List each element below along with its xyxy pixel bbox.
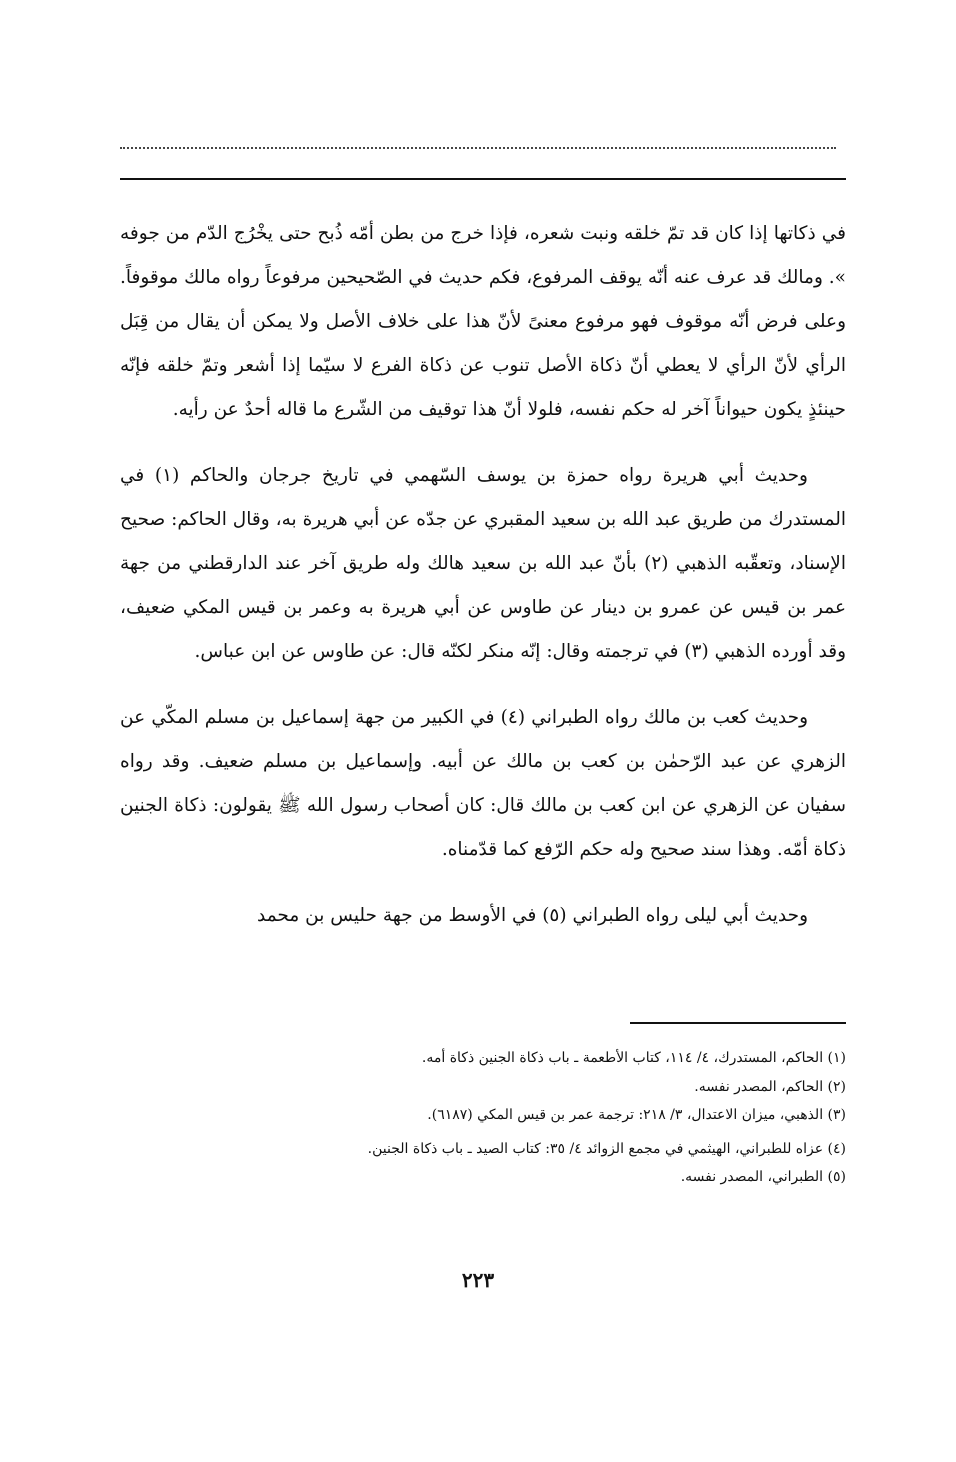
footnote-4: (٤) عزاه للطبراني، الهيثمي في مجمع الزوائد ٤/ ٣٥: كتاب الصيد ـ باب ذكاة الجنين. <box>367 1140 846 1157</box>
dotted-separator <box>120 147 836 149</box>
footnote-separator <box>630 1022 846 1024</box>
footnote-2: (٢) الحاكم، المصدر نفسه. <box>694 1078 846 1095</box>
page-number: ٢٢٣ <box>461 1268 495 1292</box>
footnote-5: (٥) الطبراني، المصدر نفسه. <box>680 1169 846 1185</box>
footnote-1: (١) الحاكم، المستدرك، ٤/ ١١٤، كتاب الأطعمة ـ باب ذكاة الجنين ذكاة أمه. <box>421 1050 846 1066</box>
paragraph-kaab-bin-malik: وحديث كعب بن مالك رواه الطبراني (٤) في الكبير من جهة إسماعيل بن مسلم المكّي عن الزهري عن عبد الرّحمٰن بن كعب بن مالك عن أبيه. وإسماعيل بن مسلم ضعيف. وقد رواه سفيان عن الزهري عن ابن كعب بن مالك قال: كان أصحاب رسول الله ﷺ يقولون: ذكاة الجنين ذكاة أمّه. وهذا سند صحيح وله حكم الرّفع كما قدّمناه. <box>120 707 846 860</box>
paragraph-abu-hurayra: وحديث أبي هريرة رواه حمزة بن يوسف السّهمي في تاريخ جرجان والحاكم (١) في المستدرك من طريق عبد الله بن سعيد المقبري عن جدّه عن أبي هريرة به، وقال الحاكم: صحيح الإسناد، وتعقّبه الذهبي (٢) بأنّ عبد الله بن سعيد هالك وله طريق آخر عند الدارقطني من جهة عمر بن قيس عن عمرو بن دينار عن طاوس عن أبي هريرة به وعمر بن قيس المكي ضعيف، وقد أورده الذهبي (٣) في ترجمته وقال: إنّه منكر لكنّه قال: عن طاوس عن ابن عباس. <box>120 465 846 662</box>
header-rule <box>120 178 846 180</box>
body-text <box>120 212 846 960</box>
footnote-3: (٣) الذهبي، ميزان الاعتدال، ٣/ ٢١٨: ترجمة عمر بن قيس المكي (٦١٨٧). <box>427 1107 846 1123</box>
footnotes <box>160 1044 846 1192</box>
paragraph-continuation: في ذكاتها إذا كان قد تمّ خلقه ونبت شعره، فإذا خرج من بطن أمّه ذُبح حتى يخْرُج الدّم من جوفه ». ومالك قد عرف عنه أنّه يوقف المرفوع، فكم حديث في الصّحيحين مرفوعاً رواه مالك موقوفاً. وعلى فرض أنّه موقوف فهو مرفوع معنىً لأنّ هذا على خلاف الأصل ولا يمكن أن يقال من قِبَل الرأي لأنّ الرأي لا يعطي أنّ ذكاة الأصل تنوب عن ذكاة الفرع لا سيّما إذا أشعر وتمّ خلقه فإنّه حينئذٍ يكون حيواناً آخر له حكم نفسه، فلولا أنّ هذا توقيف من الشّرع ما قاله أحدٌ عن رأيه. <box>120 223 846 420</box>
paragraph-abu-layla: وحديث أبي ليلى رواه الطبراني (٥) في الأوسط من جهة حليس بن محمد <box>256 905 808 926</box>
